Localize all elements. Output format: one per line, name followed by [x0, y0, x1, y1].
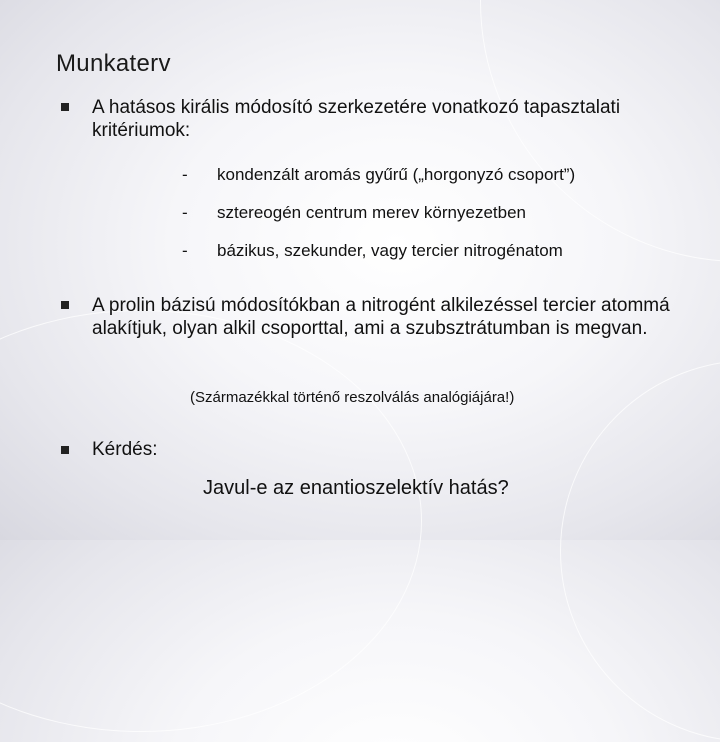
bullet-square-icon	[61, 446, 69, 454]
sub-item-1-text: kondenzált aromás gyűrű („horgonyzó csoport”)	[217, 165, 576, 184]
analogy-note: (Származékkal történő reszolválás analógiájára!)	[190, 389, 515, 406]
bullet-3-text: Kérdés:	[92, 439, 158, 460]
bullet-1-text: A hatásos királis módosító szerkezetére vonatkozó tapasztalati kritériumok:	[92, 97, 621, 141]
sub-item-3-dash: -	[182, 241, 188, 260]
sub-item-3-text: bázikus, szekunder, vagy tercier nitrogénatom	[217, 241, 563, 260]
slide-title: Munkaterv	[56, 50, 171, 77]
question-text: Javul-e az enantioszelektív hatás?	[203, 477, 509, 499]
bullet-square-icon	[61, 103, 69, 111]
sub-item-1-dash: -	[182, 165, 188, 184]
background-arc	[0, 310, 422, 732]
bullet-2-text: A prolin bázisú módosítókban a nitrogént alkilezéssel tercier atommá alakítjuk, olyan alkil csoporttal, ami a szubsztrátumban is megvan.	[92, 295, 670, 339]
sub-item-2-text: sztereogén centrum merev környezetben	[217, 203, 526, 222]
bullet-square-icon	[61, 301, 69, 309]
sub-item-2-dash: -	[182, 203, 188, 222]
background-arc	[560, 360, 720, 742]
